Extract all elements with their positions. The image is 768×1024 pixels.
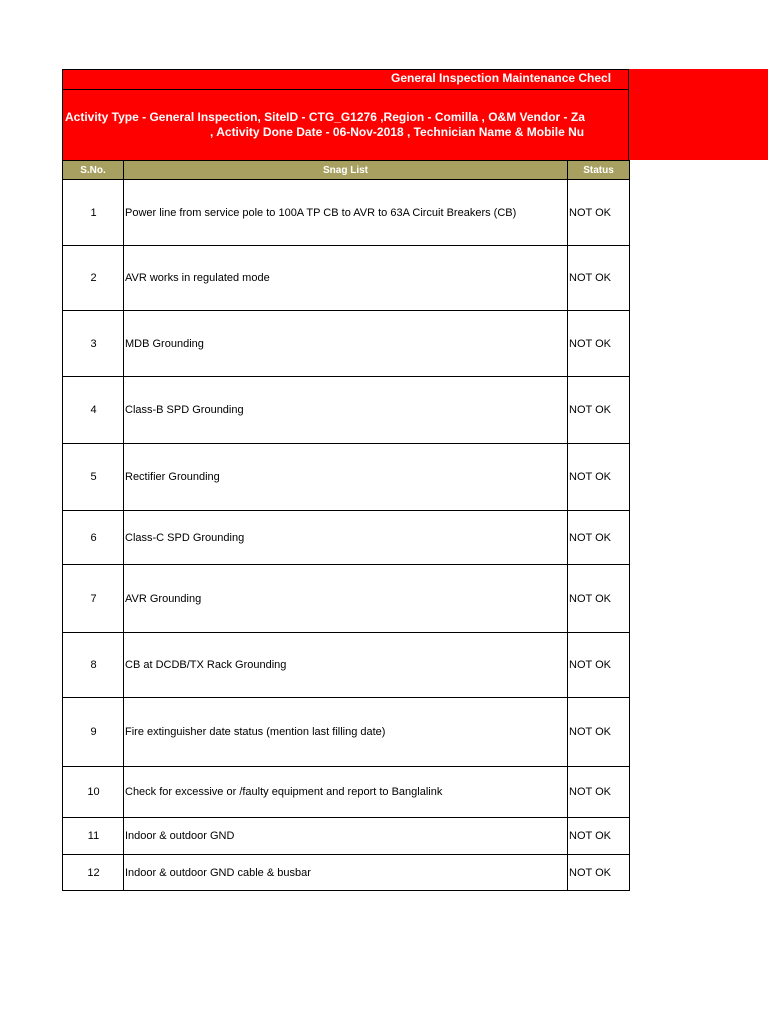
row-status: NOT OK (568, 444, 630, 511)
row-status: NOT OK (568, 377, 630, 444)
activity-info-line-1: Activity Type - General Inspection, SiteID - CTG_G1276 ,Region - Comilla , O&M Vendor - Za (65, 110, 585, 124)
row-snag-description: Check for excessive or /faulty equipment and report to Banglalink (124, 767, 568, 818)
table-row (63, 444, 630, 511)
table-row (63, 698, 630, 767)
row-snag-description: AVR works in regulated mode (124, 246, 568, 311)
row-serial-number: 12 (63, 855, 124, 891)
row-status: NOT OK (568, 855, 630, 891)
table-row (63, 855, 630, 891)
row-status: NOT OK (568, 180, 630, 246)
column-header-sno: S.No. (63, 161, 124, 180)
row-serial-number: 5 (63, 444, 124, 511)
sheet-title: General Inspection Maintenance Checl (391, 71, 612, 85)
table-row (63, 311, 630, 377)
table-row (63, 377, 630, 444)
row-status: NOT OK (568, 698, 630, 767)
row-serial-number: 8 (63, 633, 124, 698)
row-snag-description: Power line from service pole to 100A TP CB to AVR to 63A Circuit Breakers (CB) (124, 180, 568, 246)
column-header-snag-list: Snag List (124, 161, 568, 180)
column-header-status: Status (568, 161, 630, 180)
row-serial-number: 1 (63, 180, 124, 246)
row-status: NOT OK (568, 633, 630, 698)
row-status: NOT OK (568, 311, 630, 377)
row-snag-description: Indoor & outdoor GND (124, 818, 568, 855)
row-serial-number: 3 (63, 311, 124, 377)
title-cell (63, 69, 629, 90)
row-serial-number: 11 (63, 818, 124, 855)
row-serial-number: 9 (63, 698, 124, 767)
row-snag-description: Indoor & outdoor GND cable & busbar (124, 855, 568, 891)
row-snag-description: MDB Grounding (124, 311, 568, 377)
row-serial-number: 10 (63, 767, 124, 818)
row-serial-number: 4 (63, 377, 124, 444)
table-row (63, 633, 630, 698)
row-snag-description: AVR Grounding (124, 565, 568, 633)
row-status: NOT OK (568, 246, 630, 311)
row-snag-description: Rectifier Grounding (124, 444, 568, 511)
table-row (63, 180, 630, 246)
row-snag-description: Class-C SPD Grounding (124, 511, 568, 565)
row-snag-description: Class-B SPD Grounding (124, 377, 568, 444)
table-row (63, 818, 630, 855)
column-header-row (63, 161, 630, 180)
row-status: NOT OK (568, 565, 630, 633)
snag-table (62, 160, 630, 891)
row-status: NOT OK (568, 511, 630, 565)
table-row (63, 565, 630, 633)
activity-info-line-2: , Activity Done Date - 06-Nov-2018 , Technician Name & Mobile Nu (210, 125, 585, 139)
row-serial-number: 2 (63, 246, 124, 311)
row-serial-number: 6 (63, 511, 124, 565)
row-status: NOT OK (568, 818, 630, 855)
row-snag-description: Fire extinguisher date status (mention last filling date) (124, 698, 568, 767)
table-row (63, 767, 630, 818)
row-status: NOT OK (568, 767, 630, 818)
table-row (63, 246, 630, 311)
activity-info-cell (63, 90, 629, 159)
table-row (63, 511, 630, 565)
row-snag-description: CB at DCDB/TX Rack Grounding (124, 633, 568, 698)
row-serial-number: 7 (63, 565, 124, 633)
